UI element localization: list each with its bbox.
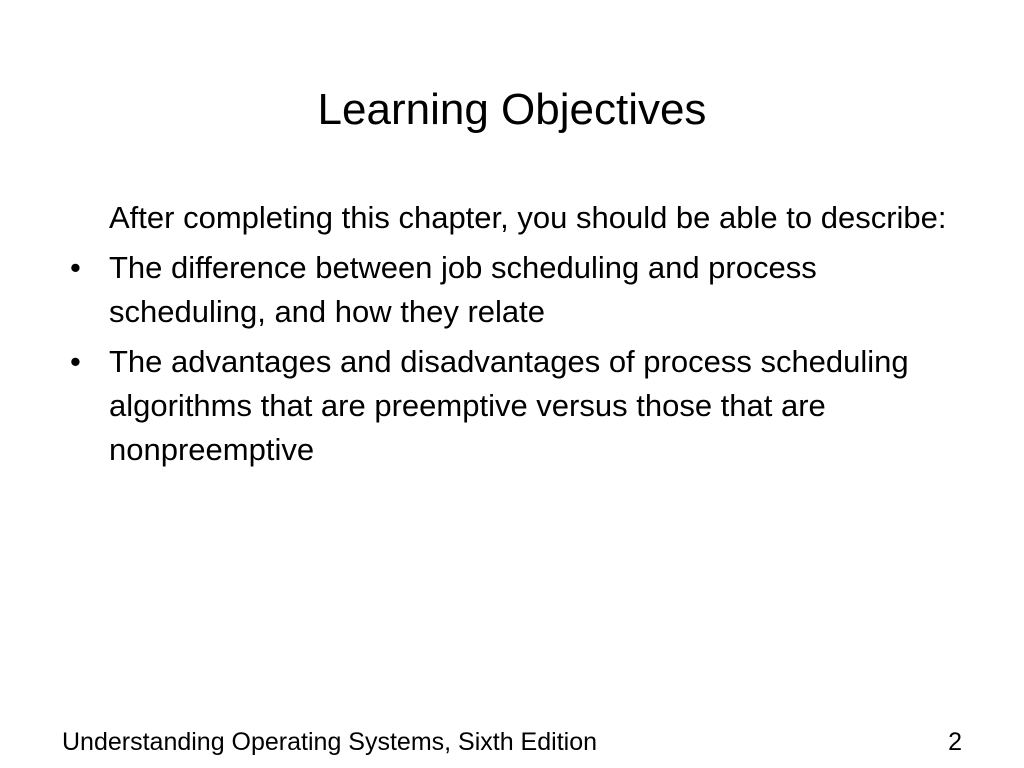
slide-title: Learning Objectives [317,85,707,134]
footer-book-title: Understanding Operating Systems, Sixth Edition [62,728,597,756]
list-item [68,340,968,472]
objectives-list [68,246,968,472]
slide-body [68,196,968,478]
page-number: 2 [948,728,962,756]
bullet-icon: • [70,250,81,285]
bullet-text: The difference between job scheduling and process scheduling, and how they relate [109,250,817,329]
slide-footer [62,722,962,762]
intro-text: After completing this chapter, you should be able to describe: [109,200,947,235]
list-item [68,246,968,334]
bullet-icon: • [70,344,81,379]
bullet-text: The advantages and disadvantages of process scheduling algorithms that are preemptive versus those that are nonpreemptive [109,344,909,467]
